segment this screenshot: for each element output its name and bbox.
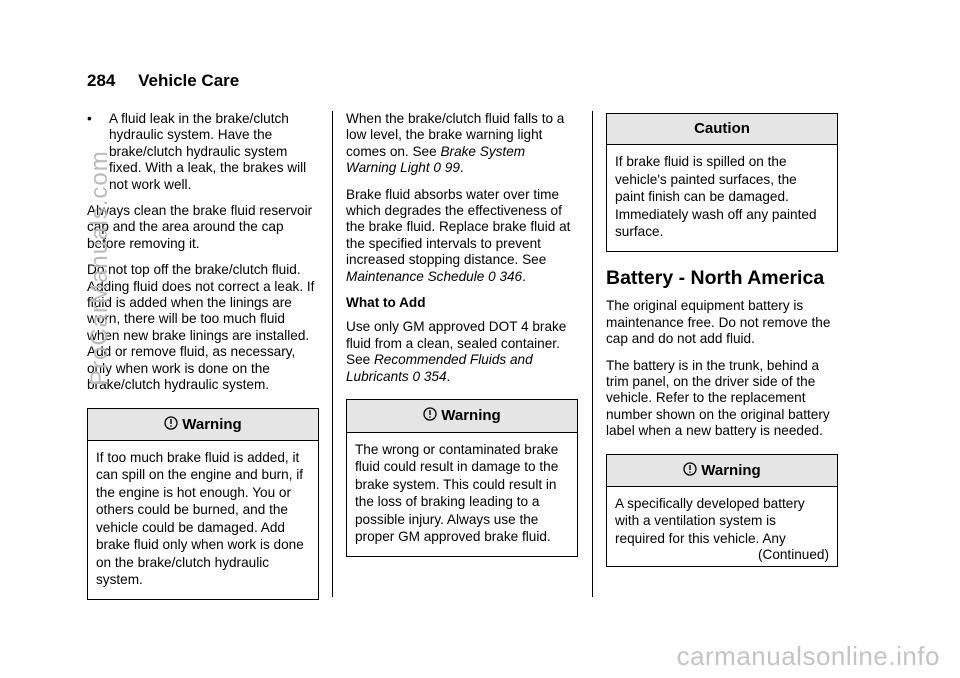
- warning-icon: [164, 416, 178, 430]
- footer-watermark: carmanualsonline.info: [676, 641, 940, 671]
- column-2: [346, 111, 578, 557]
- paragraph: Brake fluid absorbs water over time which degrades the effectiveness of the brake fluid. Replace brake fluid at the specified intervals to prevent increased stopping distance. See Maintenance Schedule 0 346.: [346, 186, 571, 284]
- paragraph: The original equipment battery is maintenance free. Do not remove the cap and do not add fluid.: [606, 298, 831, 347]
- warning-header: [607, 455, 837, 487]
- bullet-text: A fluid leak in the brake/clutch hydraulic system. Have the brake/clutch hydraulic system fixed. With a leak, the brakes will not work well.: [109, 111, 307, 192]
- page-number: 284: [87, 71, 116, 90]
- cross-reference: Brake System Warning Light: [346, 143, 526, 176]
- paragraph: Use only GM approved DOT 4 brake fluid from a clean, sealed container. See Recommended Fluids and Lubricants 0 354.: [346, 319, 567, 384]
- warning-text: The wrong or contaminated brake fluid could result in damage to the brake system. This could result in the loss of braking leading to a possible injury. Always use the proper GM approved brake fluid.: [355, 441, 559, 544]
- warning-box: [87, 408, 319, 600]
- paragraph: When the brake/clutch fluid falls to a low level, the brake warning light comes on. See Brake System Warning Light 0 99.: [346, 111, 565, 176]
- bullet-item: [87, 111, 319, 193]
- continued-label: (Continued): [757, 547, 829, 563]
- warning-title: Warning: [182, 415, 242, 433]
- warning-body: [88, 441, 318, 599]
- paragraph: The battery is in the trunk, behind a trim panel, on the driver side of the vehicle. Refer to the replacement number shown on the original battery label when a new battery is needed.: [606, 357, 830, 439]
- paragraph: Do not top off the brake/clutch fluid. Adding fluid does not correct a leak. If fluid is added when the linings are worn, there will be too much fluid when new brake linings are installed. Add or remove fluid, as necessary, only when work is done on the brake/clutch hydraulic system.: [87, 262, 315, 393]
- page-ref-glyph: 0: [412, 368, 421, 384]
- warning-box: [606, 454, 838, 567]
- paragraph-text: Brake fluid absorbs water over time which degrades the effectiveness of the brake fluid. Replace brake fluid at the specified intervals to prevent increased stopping distance. See: [346, 186, 571, 268]
- cross-reference: Maintenance Schedule: [346, 268, 485, 284]
- warning-text: A specifically developed battery with a ventilation system is required for this vehicle. Any: [615, 495, 805, 546]
- warning-title: Warning: [701, 461, 761, 479]
- warning-header: [88, 409, 318, 441]
- column-1: [87, 111, 319, 600]
- column-3: [606, 111, 838, 567]
- cross-reference: Recommended Fluids and Lubricants: [346, 352, 533, 384]
- warning-icon: [423, 407, 437, 421]
- warning-header: [347, 400, 577, 432]
- caution-header: Caution: [607, 114, 837, 145]
- page-ref-number: 99: [444, 160, 460, 176]
- subheading: What to Add: [346, 295, 426, 311]
- page-ref-glyph: 0: [433, 160, 441, 176]
- page-ref-number: 346: [499, 268, 523, 284]
- caution-body: [607, 145, 837, 251]
- bullet-dot: •: [87, 111, 92, 126]
- paragraph-text: Use only GM approved DOT 4 brake fluid from a clean, sealed container. See: [346, 319, 567, 368]
- paragraph: Always clean the brake fluid reservoir cap and the area around the cap before removing it.: [87, 203, 313, 251]
- column-divider-1: [332, 111, 333, 597]
- page-ref-glyph: 0: [488, 268, 496, 284]
- warning-title: Warning: [441, 407, 501, 425]
- caution-box: [606, 113, 838, 252]
- page-ref-number: 354: [423, 368, 447, 384]
- column-divider-2: [592, 111, 593, 597]
- section-heading: Battery - North America: [606, 266, 825, 289]
- warning-icon: [683, 462, 697, 476]
- side-watermark: ProCarManuals.com: [86, 150, 113, 386]
- paragraph-text: When the brake/clutch fluid falls to a low level, the brake warning light comes on. See: [346, 111, 565, 159]
- page-title: Vehicle Care: [138, 71, 240, 90]
- warning-body: [347, 433, 577, 556]
- warning-box: [346, 399, 578, 556]
- caution-text: If brake fluid is spilled on the vehicle's painted surfaces, the paint finish can be damaged. Immediately wash off any painted surface.: [615, 154, 817, 240]
- page-header: [87, 71, 239, 91]
- warning-body: [607, 487, 837, 566]
- warning-text: If too much brake fluid is added, it can spill on the engine and burn, if the engine is hot enough. You or others could be burned, and the vehicle could be damaged. Add brake fluid only when work is done on the brake/clutch hydraulic system.: [96, 449, 304, 588]
